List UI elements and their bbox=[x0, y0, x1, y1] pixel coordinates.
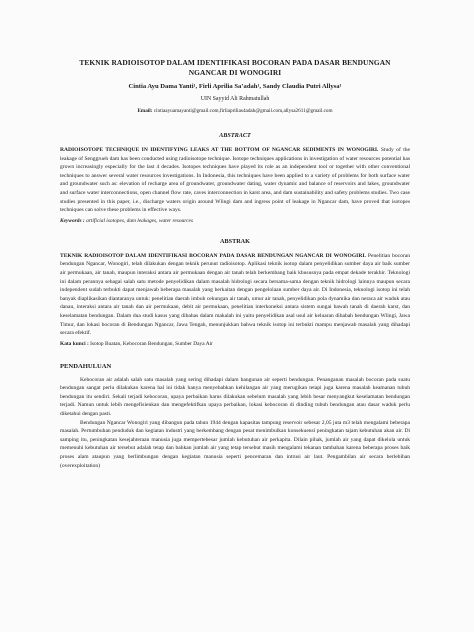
section-heading-pendahuluan: PENDAHULUAN bbox=[60, 362, 112, 370]
email-label: Email: bbox=[137, 108, 153, 114]
abstrak-body: Penelitian bocoran bendungan Ngancar, Wonogiri, telah dilakukan dengan teknik perunut radioisotop. Aplikasi teknik isotop dalam penyelidikan sumber daya air baik sumber air permukaan, air tanah, maupun interaksi antara air permukaan dengan air tanah telah berkembang baik khususnya pada empat dekade terakhir. Teknologi ini dalam perannya sebagai salah satu metode penyelidikan dalam masalah hidrologi secara bersama-sama dengan teknik hidrologi lainnya maupun secara independent sudah terbukti dapat menjawab beberapa masalah yang berkaitan dengan pengelolaan sumber daya air. Di Indonesia, teknologi isotop ini telah banyak diaplikasikan diantaranya untuk: penelitian daerah imbuh cekungan air tanah, umur air tanah, penyelidikan pola dynamika dan neraca air waduk atau danau, interaksi antara air tanah dan air permukaan, debit air permukaan, penelitian interkoneksi antara sistem sungai bawah tanah di daerah karst, dan keselamatan bendungan. Dalam dua studi kasus yang dibahas dalam makalah ini yaitu penyelidikan asal usul air keluaran dibabah bendungan Wlingi, Jawa Timur, dan lokasi bocoran di Bendungan Ngancar, Jawa Tengah, menunjukkan bahwa teknik isotop ini terbukti mampu menjawab masalah yang dihadapi secara efektif. bbox=[60, 252, 411, 337]
abstract-heading: ABSTRACT bbox=[219, 132, 251, 139]
affiliation: UIN Sayyid Ali Rahmatullah bbox=[200, 96, 270, 102]
paper-title: TEKNIK RADIOISOTOP DALAM IDENTIFIKASI BOCORAN PADA DASAR BENDUNGAN NGANCAR DI WONOGIRI bbox=[79, 58, 391, 77]
keywords-value: artificial isotopes, dam leakages, water resources bbox=[86, 217, 194, 224]
abstrak-heading: ABSTRAK bbox=[220, 237, 250, 245]
keywords bbox=[60, 218, 410, 224]
email-addresses: cintiaayuamayanti@gmail.com,firliaprilias4adah@gmail.com,allysa2611@gmail.com bbox=[153, 108, 333, 114]
kata-kunci-value: Isotop Buatan, Kebocoran Bendungan, Sumber Daya Air bbox=[90, 340, 213, 347]
abstract-body: Study of the leakage of Senggrueh dam has been conducted using radioisotope technique. Isotope techniques applications in investigation of water resources potential has grown increasingly especially for the last 4 decades. Isotopes techniques have played its role as an independent tool or together with other conventional techniques to answer several water resources investigations. In Indonesia, this techniques have been applied to a variety of problems for both surface water and groundwater such as: elevation of recharge area of groundwater, groundwater dating, water dynamic and balance of reservoirs and lakes, groundwater and surface water interconnections, open channel flow rate, caves interconnection in karst area, and dam sustainability and safety problems studies. Two case studies presented in this paper, i.e., discharge waters origin around Wlingi dam and ingress point of leakage in Ngancar dam, have proved that isotopes techniques can solve these problems in effective ways. bbox=[60, 147, 410, 214]
kata-kunci-label: Kata kunci : bbox=[60, 340, 89, 347]
author-list: Cintia Ayu Dama Yanti¹, Firli Aprilia Sa’adah¹, Sandy Claudia Putri Allysa¹ bbox=[128, 83, 342, 90]
keywords-label: Keywords : bbox=[60, 217, 85, 224]
email-line bbox=[60, 108, 410, 114]
abstrak-text bbox=[60, 252, 410, 338]
kata-kunci bbox=[60, 341, 410, 347]
intro-paragraph-1: Kebocoran air adalah salah satu masalah yang sering dihadapi dalam bangunan air seperti bendungan. Penanganan masalah bocoran pada suatu bendungan sangat perlu dilakukan karena hal ini tidak hanya menyebabkan kehilangan air yang merugikan tetapi juga karena masalah keamanan tubuh bendungan itu sendiri. Sekali terjadi kebocoran, upaya perbaikan harus dilakukan sebelum masalah yang lebih besar menyangkut keselamatan bendungan terjadi. Namun untuk lebih mengefisienkan dan mengefektifkan upaya perbaikan, lokasi kebocoran di dinding tubuh bendungan atau dasar waduk perlu diketahui dengan pasti. bbox=[60, 376, 410, 418]
abstract-lead-title: RADIOISOTOPE TECHNIQUE IN IDENTIFYING LEAKS AT THE BOTTOM OF NGANCAR SEDIMENTS IN WONOGIRI. bbox=[60, 147, 379, 153]
abstrak-lead-title: TEKNIK RADIOISOTOP DALAM IDENTIFIKASI BOCORAN PADA DASAR BENDUNGAN NGANCAR DI WONOGIRI. bbox=[60, 252, 366, 259]
intro-paragraph-2: Bendungan Ngancar Wonogiri yang dibangun pada tahun 1944 dengan kapasitas tampung reservoir sebesar 2,05 juta m3 telah mengalami beberapa masalah. Pertumbuhan penduduk dan kegiatan industri yang berkembang dengan pesat menimbulkan konsekuensi peningkatan tajam kebutuhan akan air. Di samping itu, peningkatan kesejahteraan manusia juga mempertebesar jumlah kebutuhan air perkapita. Dilain pihak, jumlah air yang dapat dikelola untuk memenuhi kebutuhan air tersebut adalah tetap dan bahkan jumlah air yang tetap tersebut masih mengalami tekanan tambahan karena beberapa proses baik proses alam ataupun yang berlimbungan dengan kegiatan manusia seperti pencemaran dan intrusi air laut. Pengambilan air secara berlebihan (overexploitation) bbox=[60, 419, 410, 469]
abstract-text bbox=[60, 146, 410, 215]
